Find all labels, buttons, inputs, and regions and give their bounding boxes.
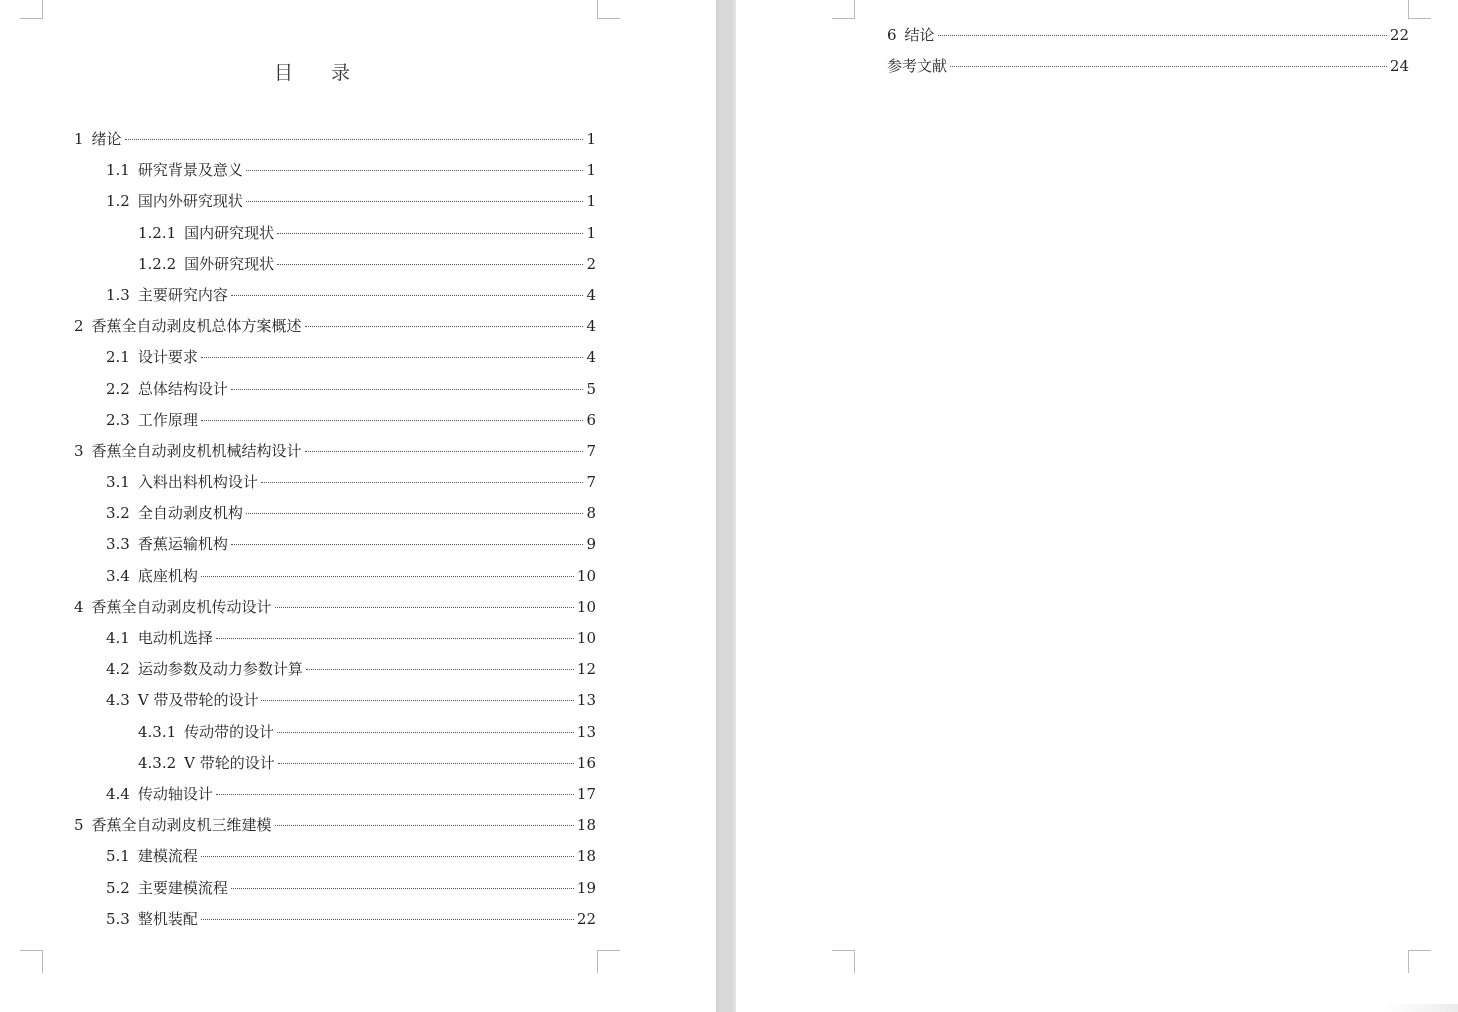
toc-dot-leader: [201, 420, 584, 421]
toc-entry-page-number: 13: [576, 722, 596, 741]
toc-entry-page-number: 9: [586, 535, 596, 554]
toc-dot-leader: [305, 326, 584, 327]
toc-entry-title: 设计要求: [137, 348, 198, 367]
toc-entry-number: 3.3: [106, 535, 130, 554]
toc-list-left: [74, 124, 596, 935]
margin-corner-mark: [1408, 0, 1431, 19]
toc-dot-leader: [246, 201, 584, 202]
toc-entry-page-number: 7: [586, 441, 596, 460]
toc-entry-title: 国内研究现状: [184, 223, 275, 242]
toc-dot-leader: [201, 357, 584, 358]
toc-entry-page-number: 7: [586, 473, 596, 492]
margin-corner-mark: [20, 950, 43, 973]
toc-entry[interactable]: [74, 374, 596, 405]
toc-entry-page-number: 22: [1389, 26, 1409, 44]
margin-corner-mark: [597, 0, 620, 19]
toc-entry-page-number: 1: [586, 130, 596, 148]
toc-entry[interactable]: [74, 467, 596, 498]
toc-entry[interactable]: [74, 685, 596, 716]
toc-dot-leader: [950, 66, 1387, 67]
page-gutter: [716, 0, 736, 1012]
toc-dot-leader: [275, 607, 574, 608]
toc-entry-page-number: 1: [586, 192, 596, 211]
toc-entry-number: 4.4: [106, 784, 130, 803]
toc-entry-title: 香蕉全自动剥皮机三维建模: [91, 816, 272, 835]
toc-dot-leader: [938, 35, 1387, 36]
toc-entry-page-number: 5: [586, 379, 596, 398]
toc-entry-number: 5: [74, 816, 84, 835]
toc-entry[interactable]: [74, 124, 596, 155]
toc-entry[interactable]: [74, 810, 596, 841]
toc-entry-page-number: 6: [586, 410, 596, 429]
toc-entry-number: 1.1: [106, 161, 130, 180]
toc-entry-page-number: 1: [586, 161, 596, 180]
toc-entry-title: 全自动剥皮机构: [137, 504, 243, 523]
toc-entry[interactable]: [74, 841, 596, 872]
toc-entry-page-number: 8: [586, 504, 596, 523]
toc-entry-title: 国外研究现状: [184, 254, 275, 273]
toc-entry-title: 香蕉全自动剥皮机传动设计: [91, 597, 272, 616]
toc-entry-number: 3.4: [106, 566, 130, 585]
toc-entry-page-number: 18: [576, 816, 596, 835]
toc-entry-title: 研究背景及意义: [137, 161, 243, 180]
toc-entry-page-number: 4: [586, 285, 596, 304]
toc-dot-leader: [277, 732, 574, 733]
toc-entry[interactable]: [74, 280, 596, 311]
toc-entry-number: 1.2.2: [138, 254, 177, 273]
toc-dot-leader: [261, 700, 573, 701]
toc-entry-number: 2.3: [106, 410, 130, 429]
document-page-left: [0, 0, 716, 1012]
toc-entry[interactable]: [74, 186, 596, 217]
toc-entry-number: 5.1: [106, 847, 130, 866]
toc-entry-page-number: 18: [576, 847, 596, 866]
toc-entry-page-number: 4: [586, 348, 596, 367]
toc-entry-page-number: 13: [576, 691, 596, 710]
toc-entry-title: 建模流程: [137, 847, 198, 866]
toc-entry-number: 2.1: [106, 348, 130, 367]
toc-dot-leader: [216, 794, 574, 795]
toc-list-right: [887, 20, 1409, 82]
margin-corner-mark: [832, 950, 855, 973]
margin-corner-mark: [597, 950, 620, 973]
toc-entry-title: 香蕉全自动剥皮机机械结构设计: [91, 441, 302, 460]
toc-entry-title: 结论: [904, 26, 935, 44]
toc-entry[interactable]: [74, 779, 596, 810]
toc-entry[interactable]: [74, 436, 596, 467]
toc-entry[interactable]: [74, 873, 596, 904]
toc-entry[interactable]: [74, 748, 596, 779]
toc-entry-page-number: 4: [586, 317, 596, 336]
toc-dot-leader: [125, 139, 584, 140]
toc-dot-leader: [201, 856, 574, 857]
toc-entry[interactable]: [887, 51, 1409, 82]
toc-entry-title: 整机装配: [137, 909, 198, 928]
toc-entry-page-number: 12: [576, 660, 596, 679]
toc-entry-page-number: 17: [576, 784, 596, 803]
toc-entry-page-number: 10: [576, 629, 596, 647]
toc-entry-title: 香蕉全自动剥皮机总体方案概述: [91, 317, 302, 336]
toc-dot-leader: [246, 170, 584, 171]
margin-corner-mark: [832, 0, 855, 19]
toc-entry-title: 主要研究内容: [137, 285, 228, 304]
toc-entry-page-number: 22: [576, 909, 596, 928]
toc-dot-leader: [275, 825, 574, 826]
toc-entry-title: 传动轴设计: [137, 784, 213, 803]
toc-entry[interactable]: [74, 249, 596, 280]
toc-entry[interactable]: [74, 717, 596, 748]
toc-dot-leader: [277, 264, 583, 265]
toc-entry[interactable]: [74, 529, 596, 560]
toc-entry-page-number: 16: [576, 753, 596, 772]
toc-entry[interactable]: [74, 498, 596, 529]
toc-entry-number: 5.2: [106, 878, 130, 897]
toc-entry-number: 4.2: [106, 660, 130, 679]
toc-entry[interactable]: [74, 342, 596, 373]
toc-dot-leader: [261, 482, 584, 483]
toc-entry-number: 4.3: [106, 691, 130, 710]
toc-dot-leader: [216, 638, 574, 639]
toc-entry-title: 入料出料机构设计: [137, 473, 258, 492]
toc-entry-number: 1.2.1: [138, 223, 177, 242]
margin-corner-mark: [20, 0, 43, 19]
toc-entry-number: 3: [74, 441, 84, 460]
toc-entry-number: 1.2: [106, 192, 130, 211]
toc-entry-number: 1.3: [106, 285, 130, 304]
toc-entry-number: 5.3: [106, 909, 130, 928]
toc-entry-number: 2.2: [106, 379, 130, 398]
toc-dot-leader: [231, 295, 584, 296]
toc-entry-page-number: 1: [586, 223, 596, 242]
toc-dot-leader: [231, 544, 584, 545]
toc-entry-number: 6: [887, 26, 897, 44]
toc-entry[interactable]: [74, 561, 596, 592]
toc-dot-leader: [277, 233, 583, 234]
toc-entry-title: 总体结构设计: [137, 379, 228, 398]
toc-entry-title: 传动带的设计: [184, 722, 275, 741]
toc-entry-title: 工作原理: [137, 410, 198, 429]
toc-entry[interactable]: [74, 592, 596, 623]
toc-entry-title: 绪论: [91, 130, 122, 148]
toc-dot-leader: [278, 763, 574, 764]
toc-dot-leader: [306, 669, 574, 670]
toc-entry-title: 运动参数及动力参数计算: [137, 660, 303, 679]
toc-entry-title: V 带及带轮的设计: [137, 691, 259, 710]
toc-dot-leader: [246, 513, 584, 514]
toc-entry-page-number: 24: [1389, 57, 1409, 76]
toc-entry-page-number: 10: [576, 597, 596, 616]
toc-entry-title: 参考文献: [887, 57, 948, 76]
toc-entry-number: 4.3.2: [138, 753, 177, 772]
toc-entry-number: 4.1: [106, 629, 130, 647]
toc-entry[interactable]: [74, 904, 596, 935]
toc-dot-leader: [231, 389, 584, 390]
toc-entry[interactable]: [74, 623, 596, 654]
toc-dot-leader: [231, 888, 574, 889]
toc-entry-number: 3.1: [106, 473, 130, 492]
toc-entry-title: V 带轮的设计: [184, 753, 275, 772]
toc-entry-number: 4: [74, 597, 84, 616]
toc-title: 目 录: [273, 62, 367, 84]
toc-entry-title: 香蕉运输机构: [137, 535, 228, 554]
toc-entry-number: 2: [74, 317, 84, 336]
toc-entry-title: 主要建模流程: [137, 878, 228, 897]
toc-entry-number: 4.3.1: [138, 722, 177, 741]
toc-entry[interactable]: [74, 311, 596, 342]
toc-dot-leader: [201, 919, 574, 920]
toc-entry[interactable]: [887, 20, 1409, 51]
toc-entry-title: 电动机选择: [137, 629, 213, 647]
toc-entry-number: 3.2: [106, 504, 130, 523]
toc-entry-page-number: 10: [576, 566, 596, 585]
toc-entry-page-number: 2: [586, 254, 596, 273]
margin-corner-mark: [1408, 950, 1431, 973]
toc-entry[interactable]: [74, 218, 596, 249]
toc-dot-leader: [201, 576, 574, 577]
toc-entry-page-number: 19: [576, 878, 596, 897]
toc-entry[interactable]: [74, 155, 596, 186]
scroll-corner: [1384, 1004, 1458, 1012]
toc-entry[interactable]: [74, 405, 596, 436]
toc-entry-number: 1: [74, 130, 84, 148]
toc-entry-title: 底座机构: [137, 566, 198, 585]
toc-entry-title: 国内外研究现状: [137, 192, 243, 211]
toc-entry[interactable]: [74, 654, 596, 685]
document-page-right: [736, 0, 1458, 1012]
toc-dot-leader: [305, 451, 584, 452]
